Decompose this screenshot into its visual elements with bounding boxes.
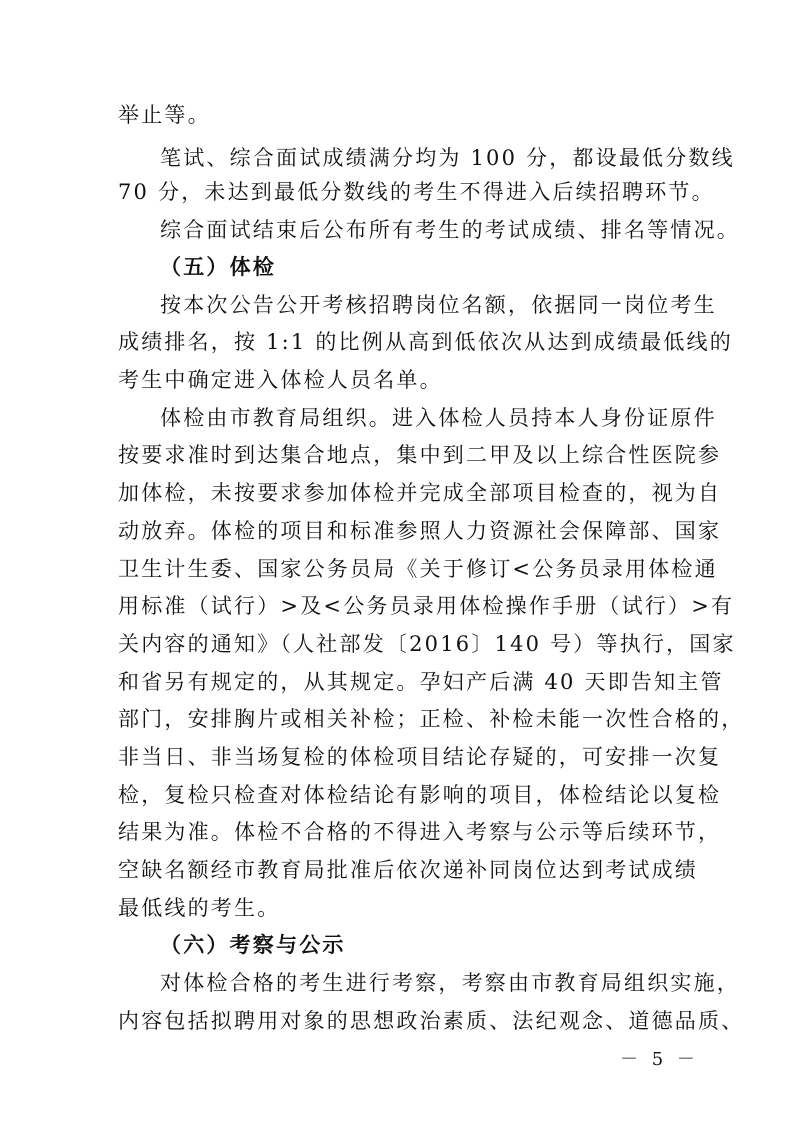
paragraph-line: 举止等。 xyxy=(118,103,211,127)
paragraph-line: 成绩排名，按 1:1 的比例从高到低依次从达到成绩最低线的 xyxy=(118,330,733,354)
paragraph-line: 对体检合格的考生进行考察，考察由市教育局组织实施， xyxy=(160,971,740,995)
paragraph-line: 最低线的考生。 xyxy=(118,896,281,920)
paragraph-line: 考生中确定进入体检人员名单。 xyxy=(118,368,443,392)
section-heading-inspection-publicity: （六）考察与公示 xyxy=(160,933,346,957)
paragraph-line: 按本次公告公开考核招聘岗位名额，依据同一岗位考生 xyxy=(160,293,717,317)
paragraph-line: 和省另有规定的，从其规定。孕妇产后满 40 天即告知主管 xyxy=(118,670,724,694)
paragraph-line: 检，复检只检查对体检结论有影响的项目，体检结论以复检 xyxy=(118,783,722,807)
paragraph-line: 按要求准时到达集合地点，集中到二甲及以上综合性医院参 xyxy=(118,443,722,467)
paragraph-line: 笔试、综合面试成绩满分均为 100 分，都设最低分数线 xyxy=(160,146,735,170)
paragraph-line: 部门，安排胸片或相关补检；正检、补检未能一次性合格的， xyxy=(118,707,745,731)
paragraph-line: 加体检，未按要求参加体检并完成全部项目检查的，视为自 xyxy=(118,481,722,505)
paragraph-line: 结果为准。体检不合格的不得进入考察与公示等后续环节， xyxy=(118,820,722,844)
paragraph-line: 70 分，未达到最低分数线的考生不得进入后续招聘环节。 xyxy=(118,180,715,204)
paragraph-line: 卫生计生委、国家公务员局《关于修订<公务员录用体检通 xyxy=(118,557,718,581)
section-heading-physical-exam: （五）体检 xyxy=(160,255,276,279)
paragraph-line: 用标准（试行）>及<公务员录用体检操作手册（试行）>有 xyxy=(118,594,735,618)
paragraph-line: 关内容的通知》（人社部发〔2016〕140 号）等执行，国家 xyxy=(118,632,736,656)
paragraph-line: 体检由市教育局组织。进入体检人员持本人身份证原件 xyxy=(160,406,717,430)
paragraph-line: 综合面试结束后公布所有考生的考试成绩、排名等情况。 xyxy=(160,218,740,242)
paragraph-line: 动放弃。体检的项目和标准参照人力资源社会保障部、国家 xyxy=(118,519,722,543)
paragraph-line: 非当日、非当场复检的体检项目结论存疑的，可安排一次复 xyxy=(118,745,722,769)
paragraph-line: 空缺名额经市教育局批准后依次递补同岗位达到考试成绩 xyxy=(118,858,698,882)
paragraph-line: 内容包括拟聘用对象的思想政治素质、法纪观念、道德品质、 xyxy=(118,1009,745,1033)
page-number: － 5 － xyxy=(620,1049,699,1070)
